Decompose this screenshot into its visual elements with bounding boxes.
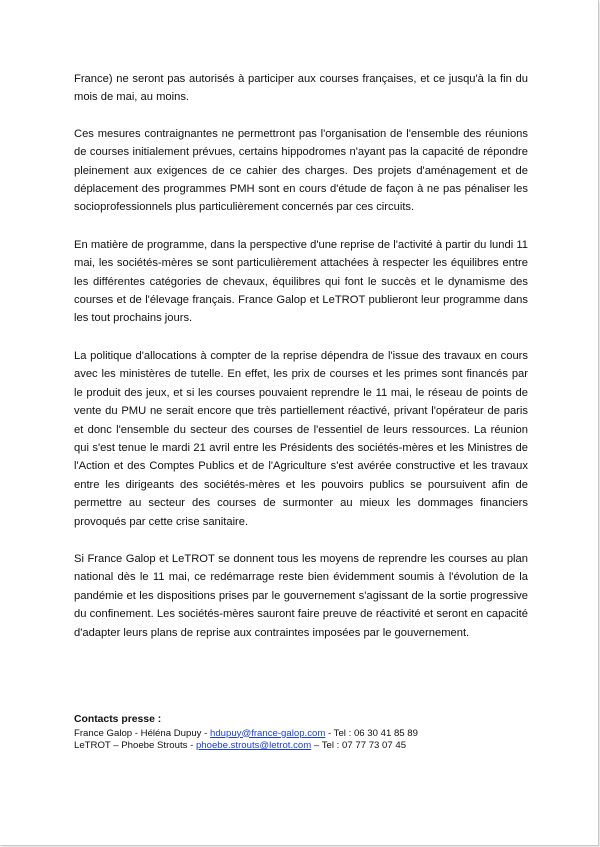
- paragraph-1: France) ne seront pas autorisés à participer aux courses françaises, et ce jusqu'à la fin du mois de mai, au moins.: [74, 73, 528, 104]
- press-release-body: [74, 70, 528, 661]
- contact-letrot: [74, 740, 544, 753]
- contacts-title: Contacts presse :: [74, 714, 162, 725]
- contact-france-galop-phone: - Tel : 06 30 41 85 89: [325, 727, 418, 739]
- paragraph-2: Ces mesures contraignantes ne permettront pas l'organisation de l'ensemble des réunions de courses initialement prévues, certains hippodromes n'ayant pas la capacité de répondre pleinement aux exigences de ce cahier des charges. Des projets d'aménagement et de déplacement des programmes PMH sont en cours d'étude de façon à ne pas pénaliser les socioprofessionnels plus particulièrement concernés par ces circuits.: [74, 127, 528, 214]
- contact-letrot-phone: – Tel : 07 77 73 07 45: [311, 740, 407, 751]
- paragraph-5: Si France Galop et LeTROT se donnent tous les moyens de reprendre les courses au plan national dès le 11 mai, ce redémarrage reste bien évidemment soumis à l'évolution de la pandémie et les dispositions prises par le gouvernement s'agissant de la sortie progressive du confinement. Les sociétés-mères sauront faire preuve de réactivité et seront en capacité d'adapter leurs plans de reprise aux contraintes imposées par le gouvernement.: [74, 552, 528, 639]
- contact-france-galop: [74, 728, 544, 741]
- contact-letrot-email-link[interactable]: phoebe.strouts@letrot.com: [195, 740, 312, 751]
- contact-france-galop-name: France Galop - Héléna Dupuy -: [74, 727, 210, 739]
- paragraph-4: La politique d'allocations à compter de la reprise dépendra de l'issue des travaux en cours avec les ministères de tutelle. En effet, les prix de courses et les primes sont financés par le produit des jeux, et si les courses pouvaient reprendre le 11 mai, le réseau de points de vente du PMU ne serait encore que très partiellement réactivé, privant l'opérateur de paris et donc l'ensemble du secteur des courses de l'essentiel de leurs ressources. La réunion qui s'est tenue le mardi 21 avril entre les Présidents des sociétés-mères et les Ministres de l'Action et des Comptes Publics et de l'Agriculture s'est avérée constructive et les travaux entre les dirigeants des sociétés-mères et les pouvoirs publics se poursuivent afin de permettre au secteur des courses de surmonter au mieux les dommages financiers provoqués par cette crise sanitaire.: [74, 349, 528, 528]
- contact-letrot-name: LeTROT – Phoebe Strouts -: [74, 740, 196, 751]
- paragraph-3: En matière de programme, dans la perspective d'une reprise de l'activité à partir du lundi 11 mai, les sociétés-mères se sont particulièrement attachées à respecter les équilibres entre les différentes catégories de chevaux, équilibres qui font le succès et le dynamisme des courses et de l'élevage français. France Galop et LeTROT publieront leur programme dans les tout prochains jours.: [74, 238, 528, 325]
- press-contacts: [74, 714, 544, 753]
- contact-france-galop-email-link[interactable]: hdupuy@france-galop.com: [209, 727, 326, 739]
